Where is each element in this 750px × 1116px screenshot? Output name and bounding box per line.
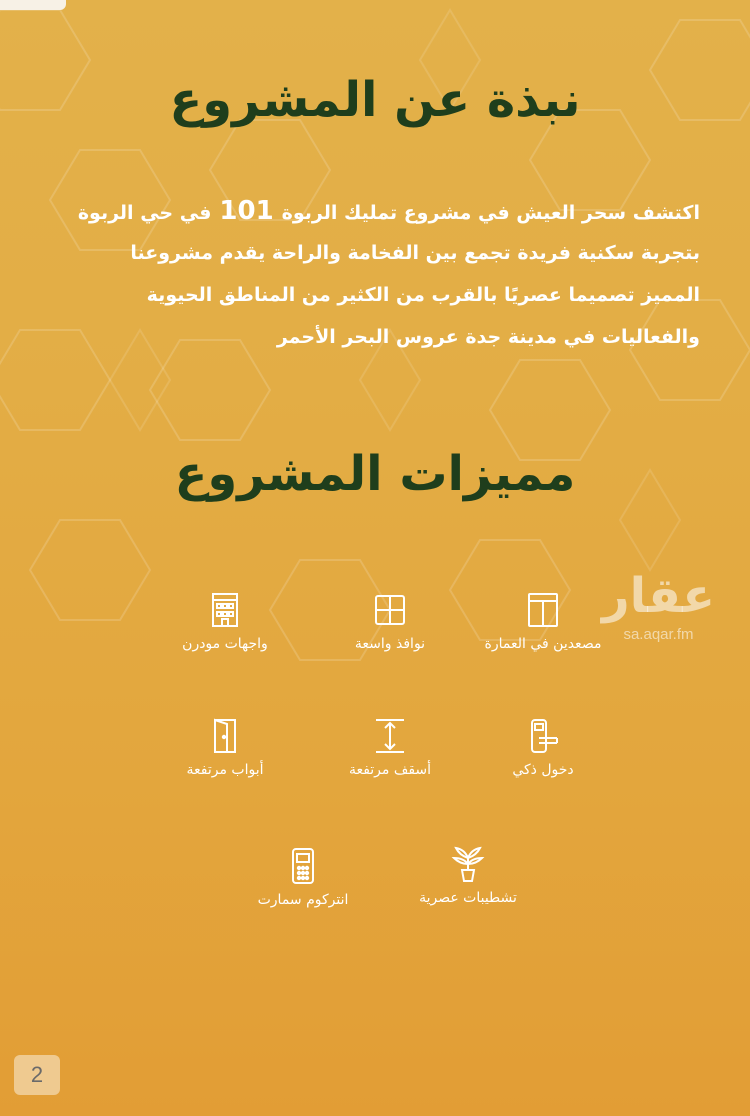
feature-smart-intercom bbox=[213, 846, 393, 908]
feature-modern-finishes bbox=[378, 844, 558, 906]
feature-high-doors bbox=[135, 716, 315, 778]
feature-wide-windows bbox=[300, 590, 480, 652]
about-line-1-after: في حي الربوة bbox=[77, 202, 212, 224]
watermark-url: sa.aqar.fm bbox=[623, 626, 694, 643]
about-line-4: والفعاليات في مدينة جدة عروس البحر الأحمر bbox=[276, 326, 700, 348]
about-line-1-number: 101 bbox=[219, 196, 274, 226]
plant-icon bbox=[448, 844, 488, 884]
about-paragraph bbox=[60, 190, 700, 358]
building-icon bbox=[205, 590, 245, 630]
page-number: 2 bbox=[14, 1055, 60, 1095]
feature-smart-entry bbox=[453, 716, 633, 778]
about-line-1 bbox=[60, 190, 700, 232]
intercom-icon bbox=[283, 846, 323, 886]
feature-label: واجهات مودرن bbox=[182, 636, 268, 652]
feature-label: نوافذ واسعة bbox=[354, 636, 426, 652]
feature-label: أسقف مرتفعة bbox=[348, 762, 432, 778]
feature-modern-facades bbox=[135, 590, 315, 652]
feature-label: دخول ذكي bbox=[512, 762, 574, 778]
about-line-2: بتجربة سكنية فريدة تجمع بين الفخامة والراحة يقدم مشروعنا bbox=[130, 242, 700, 264]
feature-high-ceilings bbox=[300, 716, 480, 778]
feature-label: انتركوم سمارت bbox=[257, 892, 349, 908]
watermark-logo-text: عقار bbox=[602, 568, 715, 624]
about-title: نبذة عن المشروع bbox=[169, 72, 581, 128]
smart-lock-icon bbox=[523, 716, 563, 756]
feature-label: أبواب مرتفعة bbox=[186, 762, 264, 778]
top-tab-corner bbox=[0, 0, 66, 10]
door-icon bbox=[205, 716, 245, 756]
features-title: مميزات المشروع bbox=[174, 446, 576, 502]
window-icon bbox=[370, 590, 410, 630]
aqar-watermark bbox=[596, 566, 721, 644]
about-line-3: المميز تصميما عصريًا بالقرب من الكثير من المناطق الحيوية bbox=[146, 284, 700, 306]
elevator-icon bbox=[523, 590, 563, 630]
about-line-1-before: اكتشف سحر العيش في مشروع تمليك الربوة bbox=[281, 202, 700, 224]
feature-label: مصعدين في العمارة bbox=[484, 636, 602, 652]
feature-label: تشطيبات عصرية bbox=[419, 890, 517, 906]
ceiling-height-icon bbox=[370, 716, 410, 756]
